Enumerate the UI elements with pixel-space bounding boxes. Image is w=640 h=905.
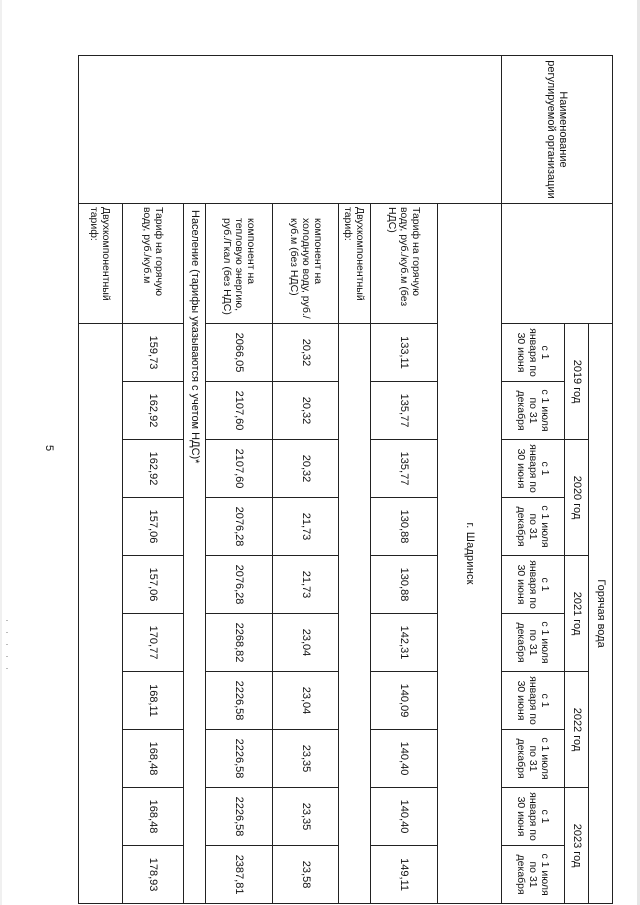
page-number: 5 (43, 444, 55, 452)
period-first-half: с 1 января по 30 июня (501, 556, 564, 614)
table-cell: 140,09 (370, 672, 438, 730)
table-cell: 23,58 (273, 846, 339, 904)
table-cell: 135,77 (370, 440, 438, 498)
table-cell: 130,88 (370, 498, 438, 556)
indicator-column-header (501, 204, 612, 324)
population-section-header: Население (тарифы указываются с учетом НДС)* (183, 204, 205, 904)
table-cell-empty (338, 324, 370, 904)
table-cell: 2226,58 (205, 788, 273, 846)
org-column-header: Наименование регулируемой организации (501, 56, 612, 204)
table-cell: 168,48 (122, 788, 183, 846)
tariff-table-rotated (78, 55, 613, 903)
year-2023: 2023 год (564, 788, 588, 904)
year-2019: 2019 год (564, 324, 588, 440)
table-cell: 23,35 (273, 788, 339, 846)
scan-marks (6, 620, 10, 680)
period-second-half: с 1 июля по 31 декабря (501, 382, 564, 440)
hot-water-header: Горячая вода (588, 324, 612, 904)
table-cell: 21,73 (273, 498, 339, 556)
table-cell-empty (79, 324, 123, 904)
table-cell: 2226,58 (205, 672, 273, 730)
table-cell: 168,11 (122, 672, 183, 730)
period-second-half: с 1 июля по 31 декабря (501, 498, 564, 556)
city-header: г. Шадринск (438, 204, 501, 904)
row-label: компонент на тепловую энергию, руб./Гкал (без НДС) (205, 204, 273, 324)
table-cell: 2107,60 (205, 440, 273, 498)
period-second-half: с 1 июля по 31 декабря (501, 730, 564, 788)
table-cell: 2066,05 (205, 324, 273, 382)
table-cell: 2076,28 (205, 498, 273, 556)
table-cell: 133,11 (370, 324, 438, 382)
table-cell: 20,32 (273, 440, 339, 498)
table-cell: 2268,82 (205, 614, 273, 672)
table-cell: 178,93 (122, 846, 183, 904)
tariff-table (78, 55, 613, 904)
table-cell: 2226,58 (205, 730, 273, 788)
table-cell: 2107,60 (205, 382, 273, 440)
period-first-half: с 1 января по 30 июня (501, 324, 564, 382)
page-left-edge (0, 0, 2, 905)
row-label: компонент на холодную воду, руб./куб.м (без НДС) (273, 204, 339, 324)
period-second-half: с 1 июля по 31 декабря (501, 846, 564, 904)
row-label: Тариф на горячую воду, руб./куб.м (122, 204, 183, 324)
table-cell: 149,11 (370, 846, 438, 904)
year-2022: 2022 год (564, 672, 588, 788)
table-cell: 135,77 (370, 382, 438, 440)
year-2020: 2020 год (564, 440, 588, 556)
period-first-half: с 1 января по 30 июня (501, 672, 564, 730)
table-cell: 20,32 (273, 324, 339, 382)
table-cell: 130,88 (370, 556, 438, 614)
org-name-cell (79, 56, 502, 204)
period-first-half: с 1 января по 30 июня (501, 788, 564, 846)
table-cell: 140,40 (370, 730, 438, 788)
table-cell: 2076,28 (205, 556, 273, 614)
table-cell: 142,31 (370, 614, 438, 672)
table-cell: 2387,81 (205, 846, 273, 904)
year-2021: 2021 год (564, 556, 588, 672)
table-cell: 23,35 (273, 730, 339, 788)
table-cell: 157,06 (122, 556, 183, 614)
row-label: Двухкомпонентный тариф: (79, 204, 123, 324)
table-cell: 23,04 (273, 614, 339, 672)
period-first-half: с 1 января по 30 июня (501, 440, 564, 498)
period-second-half: с 1 июля по 31 декабря (501, 614, 564, 672)
table-cell: 21,73 (273, 556, 339, 614)
table-cell: 168,48 (122, 730, 183, 788)
table-cell: 162,92 (122, 440, 183, 498)
table-cell: 170,77 (122, 614, 183, 672)
row-label: Двухкомпонентный тариф: (338, 204, 370, 324)
table-cell: 23,04 (273, 672, 339, 730)
table-cell: 140,40 (370, 788, 438, 846)
table-cell: 20,32 (273, 382, 339, 440)
table-cell: 162,92 (122, 382, 183, 440)
table-cell: 159,73 (122, 324, 183, 382)
table-cell: 157,06 (122, 498, 183, 556)
row-label: Тариф на горячую воду, руб./куб.м (без НДС) (370, 204, 438, 324)
